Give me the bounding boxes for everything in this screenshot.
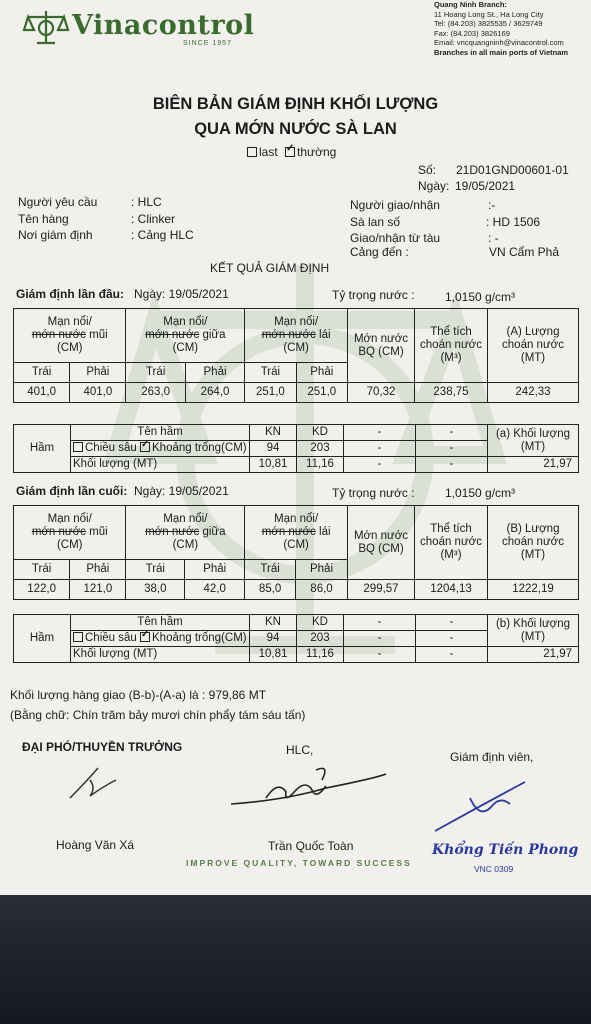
head-displacement: (B) Lượng choán nước (MT) <box>488 506 579 580</box>
first-survey-label: Giám định lần đầu: <box>16 287 125 301</box>
checkbox-checked-icon <box>140 442 150 452</box>
mass-label: Khối lượng (MT) <box>71 647 250 663</box>
col-right: Phải <box>296 363 347 383</box>
doc-date: 19/05/2021 <box>455 179 516 193</box>
head-mid: Mạn nổi/ mớn nước giữa (CM) <box>126 309 245 363</box>
from-ship-value: : - <box>488 231 499 245</box>
doc-number-label: Số: <box>418 163 437 177</box>
branch-line: Email: vncquangninh@vinacontrol.com <box>434 38 564 47</box>
last-density-label: Tỷ trọng nước : <box>332 486 415 500</box>
dash-cell: - <box>416 457 488 473</box>
total-mass-line: Khối lượng hàng giao (B-b)-(A-a) là : 979,86 MT <box>10 688 267 702</box>
result-title: KẾT QUẢ GIÁM ĐỊNH <box>210 261 330 275</box>
title-options <box>247 145 336 159</box>
vinacontrol-logo-icon <box>22 8 70 46</box>
cell-value: 85,0 <box>245 580 296 600</box>
checkbox-icon <box>73 632 83 642</box>
last-hold-table <box>13 614 579 663</box>
background-fabric <box>0 895 591 1024</box>
dash-cell: - <box>344 631 416 647</box>
first-density-label: Tỷ trọng nước : <box>332 288 415 302</box>
hlc-title: HLC, <box>286 743 314 757</box>
col-left: Trái <box>126 363 185 383</box>
last-survey-date: Ngày: 19/05/2021 <box>134 484 229 498</box>
dest-port-value: VN Cẩm Phả <box>489 245 560 259</box>
hlc-name: Trần Quốc Toàn <box>268 839 354 853</box>
dash-cell: - <box>416 631 488 647</box>
dash-cell: - <box>344 457 416 473</box>
head-stern: Mạn nổi/ mớn nước lái (CM) <box>245 506 348 560</box>
col-left: Trái <box>245 363 296 383</box>
branch-info <box>434 0 568 57</box>
col-left: Trái <box>14 560 70 580</box>
barge-label: Sà lan số <box>350 215 401 229</box>
col-left: Trái <box>126 560 185 580</box>
hlc-signature <box>226 760 396 832</box>
mass-label: Khối lượng (MT) <box>71 457 250 473</box>
hold-result-label: (b) Khối lượng (MT) <box>488 615 579 647</box>
cell-value: 264,0 <box>185 383 244 403</box>
requester-value: : HLC <box>131 195 162 209</box>
head-volume: Thể tích choán nước (M³) <box>415 506 488 580</box>
option-normal: thường <box>297 145 337 159</box>
cell-value: 263,0 <box>126 383 185 403</box>
head-bow: Mạn nổi/ mớn nước mũi (CM) <box>14 506 126 560</box>
last-draft-table <box>13 505 579 600</box>
cell-value: 1222,19 <box>488 580 579 600</box>
option-last: last <box>259 145 278 159</box>
cell-value: 238,75 <box>415 383 488 403</box>
kd-head: KD <box>297 425 344 441</box>
head-bow: Mạn nổi/ mớn nước mũi (CM) <box>14 309 126 363</box>
cell-value: 122,0 <box>14 580 70 600</box>
last-density-value: 1,0150 g/cm³ <box>445 486 516 500</box>
inspector-code: VNC 0309 <box>474 864 514 874</box>
head-bq: Mớn nước BQ (CM) <box>348 506 415 580</box>
first-draft-table <box>13 308 579 403</box>
place-value: : Cảng HLC <box>131 228 194 242</box>
kd-mass: 11,16 <box>297 647 344 663</box>
dash-cell: - <box>344 425 416 441</box>
col-left: Trái <box>245 560 296 580</box>
kn-head: KN <box>250 615 297 631</box>
kd-head: KD <box>297 615 344 631</box>
cell-value: 401,0 <box>70 383 126 403</box>
col-left: Trái <box>14 363 70 383</box>
checkbox-checked-icon <box>285 147 295 157</box>
cell-value: 401,0 <box>14 383 70 403</box>
captain-signature <box>60 758 130 806</box>
branch-line: Tel: (84.203) 3825535 / 3629749 <box>434 19 543 28</box>
col-right: Phải <box>185 560 245 580</box>
total-mass-words: (Bằng chữ: Chín trăm bảy mươi chín phẩy tám sáu tấn) <box>10 708 306 722</box>
kn-mass: 10,81 <box>250 457 297 473</box>
dash-cell: - <box>416 615 488 631</box>
doc-title-line1: BIÊN BẢN GIÁM ĐỊNH KHỐI LƯỢNG <box>152 95 439 113</box>
deliverer-value: :- <box>488 198 496 212</box>
kn-value: 94 <box>250 631 297 647</box>
cell-value: 70,32 <box>348 383 415 403</box>
head-displacement: (A) Lượng choán nước (MT) <box>488 309 579 383</box>
hold-label: Hầm <box>14 425 71 473</box>
cargo-label: Tên hàng <box>18 212 69 226</box>
first-hold-table <box>13 424 579 473</box>
slogan: IMPROVE QUALITY, TOWARD SUCCESS <box>186 858 412 868</box>
dest-port-label: Cảng đến : <box>350 245 409 259</box>
col-right: Phải <box>296 560 348 580</box>
kn-head: KN <box>250 425 297 441</box>
from-ship-label: Giao/nhận từ tàu <box>350 231 441 245</box>
dash-cell: - <box>416 647 488 663</box>
deliverer-label: Người giao/nhận <box>350 198 440 212</box>
cell-value: 1204,13 <box>415 580 488 600</box>
hold-result-value: 21,97 <box>488 647 579 663</box>
branch-line: 11 Hoang Long St., Ha Long City <box>434 9 544 19</box>
kd-mass: 11,16 <box>297 457 344 473</box>
hold-label: Hầm <box>14 615 71 663</box>
kd-value: 203 <box>297 631 344 647</box>
place-label: Nơi giám định <box>18 228 93 242</box>
cell-value: 38,0 <box>126 580 185 600</box>
doc-number: 21D01GND00601-01 <box>456 163 569 177</box>
cell-value: 251,0 <box>296 383 347 403</box>
dash-cell: - <box>416 441 488 457</box>
cell-value: 121,0 <box>70 580 126 600</box>
first-density-value: 1,0150 g/cm³ <box>445 290 516 304</box>
dash-cell: - <box>344 615 416 631</box>
head-stern: Mạn nổi/ mớn nước lái (CM) <box>245 309 348 363</box>
hold-name-head: Tên hầm <box>71 425 250 441</box>
col-right: Phải <box>70 560 126 580</box>
inspector-title: Giám định viên, <box>450 750 534 764</box>
first-survey-date: Ngày: 19/05/2021 <box>134 287 229 301</box>
last-survey-label: Giám định lần cuối: <box>16 484 128 498</box>
head-mid: Mạn nổi/ mớn nước giữa (CM) <box>126 506 245 560</box>
col-right: Phải <box>70 363 126 383</box>
company-since: SINCE 1957 <box>183 40 232 47</box>
captain-title: ĐẠI PHÓ/THUYỀN TRƯỞNG <box>22 740 183 754</box>
head-bq: Mớn nước BQ (CM) <box>348 309 415 383</box>
dash-cell: - <box>344 441 416 457</box>
company-name: Vinacontrol <box>72 10 255 41</box>
doc-title-line2: QUA MỚN NƯỚC SÀ LAN <box>194 120 397 138</box>
hold-name-head: Tên hầm <box>71 615 250 631</box>
depth-space-cell: Chiều sâu ✓ Khoảng trống(CM) <box>71 631 250 647</box>
hold-result-label: (a) Khối lượng (MT) <box>488 425 579 457</box>
kn-mass: 10,81 <box>250 647 297 663</box>
requester-label: Người yêu cầu <box>18 195 98 209</box>
head-volume: Thể tích choán nước (M³) <box>415 309 488 383</box>
dash-cell: - <box>416 425 488 441</box>
checkbox-icon <box>247 147 257 157</box>
checkbox-checked-icon <box>140 632 150 642</box>
cell-value: 299,57 <box>348 580 415 600</box>
inspector-signature <box>430 776 540 836</box>
branch-line: Fax: (84.203) 3826169 <box>434 28 510 38</box>
inspector-name: Khổng Tiến Phong <box>432 842 579 858</box>
cell-value: 242,33 <box>488 383 579 403</box>
kn-value: 94 <box>250 441 297 457</box>
branch-line: Branches in all main ports of Vietnam <box>434 47 569 57</box>
cell-value: 42,0 <box>185 580 245 600</box>
kd-value: 203 <box>297 441 344 457</box>
checkbox-icon <box>73 442 83 452</box>
captain-name: Hoàng Văn Xá <box>56 838 135 852</box>
depth-space-cell: Chiều sâu ✓ Khoảng trống(CM) <box>71 441 250 457</box>
branch-line: Quang Ninh Branch: <box>434 0 507 9</box>
cell-value: 86,0 <box>296 580 348 600</box>
cell-value: 251,0 <box>245 383 296 403</box>
col-right: Phải <box>185 363 244 383</box>
doc-date-label: Ngày: <box>418 179 450 193</box>
hold-result-value: 21,97 <box>488 457 579 473</box>
cargo-value: : Clinker <box>131 212 176 226</box>
barge-value: : HD 1506 <box>486 215 541 229</box>
dash-cell: - <box>344 647 416 663</box>
